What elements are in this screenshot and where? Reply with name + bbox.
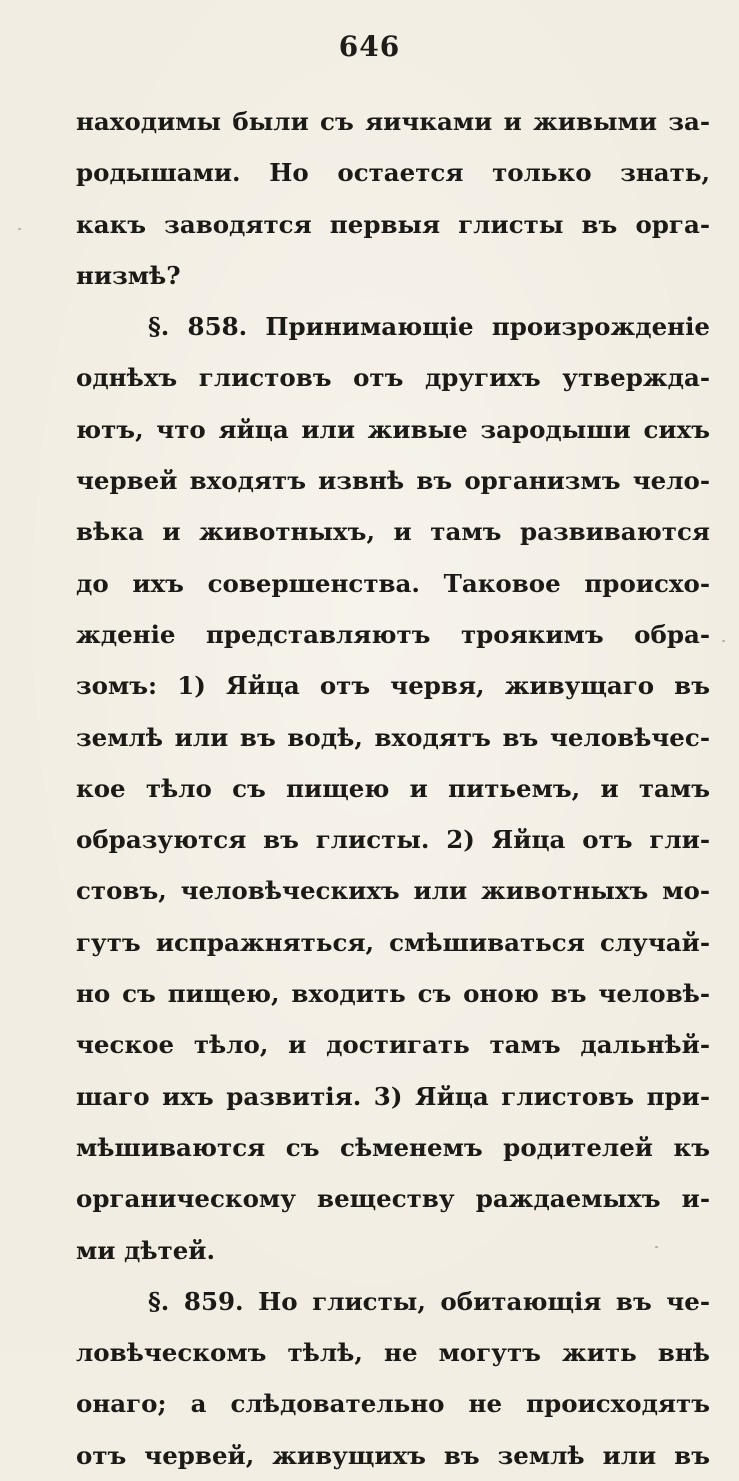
text-line: отъ червей, живущихъ въ землѣ или въ [76, 1440, 710, 1470]
text-line: однѣхъ глистовъ отъ другихъ утвержда- [76, 363, 710, 393]
text-line: шаго ихъ развитія. 3) Яйца глистовъ при- [76, 1081, 710, 1111]
paragraph-859-start: §. 859. Но глисты, обитающія въ че- [148, 1286, 710, 1316]
text-line: но съ пищею, входить съ оною въ человѣ- [76, 979, 710, 1009]
text-line: стовъ, человѣческихъ или животныхъ мо- [76, 876, 710, 906]
text-line: вѣка и животныхъ, и тамъ развиваются [76, 517, 710, 547]
paper-speck [722, 640, 725, 642]
text-line: ми дѣтей. [76, 1235, 216, 1265]
text-line: зомъ: 1) Яйца отъ червя, живущаго въ [76, 671, 710, 701]
text-line: онаго; а слѣдовательно не происходятъ [76, 1389, 710, 1419]
body-text [76, 96, 710, 1481]
paper-speck [210, 1304, 213, 1306]
text-line: червей входятъ извнѣ въ организмъ чело- [76, 466, 710, 496]
text-line: ютъ, что яйца или живые зародыши сихъ [76, 414, 710, 444]
text-line: находимы были съ яичками и живыми за- [76, 107, 710, 136]
text-line: низмѣ? [76, 260, 181, 290]
paper-speck [18, 228, 21, 230]
text-line: ческое тѣло, и достигать тамъ дальнѣй- [76, 1030, 710, 1060]
text-line: кое тѣло съ пищею и питьемъ, и тамъ [76, 773, 710, 803]
text-line: ловѣческомъ тѣлѣ, не могутъ жить внѣ [76, 1338, 710, 1368]
text-line: гутъ испражняться, смѣшиваться случай- [76, 927, 710, 957]
paper-speck [655, 1246, 658, 1248]
paragraph-858-start: §. 858. Принимающіе произрожденіе [148, 312, 710, 342]
text-line: образуются въ глисты. 2) Яйца отъ гли- [76, 825, 710, 855]
text-line: родышами. Но остается только знать, [76, 158, 710, 188]
text-line: мѣшиваются съ сѣменемъ родителей къ [76, 1132, 710, 1162]
text-line: землѣ или въ водѣ, входятъ въ человѣчес- [76, 722, 710, 752]
text-line: какъ заводятся первыя глисты въ орга- [76, 209, 710, 239]
text-line: до ихъ совершенства. Таковое происхо- [76, 568, 710, 598]
text-line: органическому веществу раждаемыхъ и- [76, 1184, 710, 1214]
text-line: жденіе представляютъ троякимъ обра- [76, 619, 710, 649]
page-number: 646 [338, 30, 401, 63]
